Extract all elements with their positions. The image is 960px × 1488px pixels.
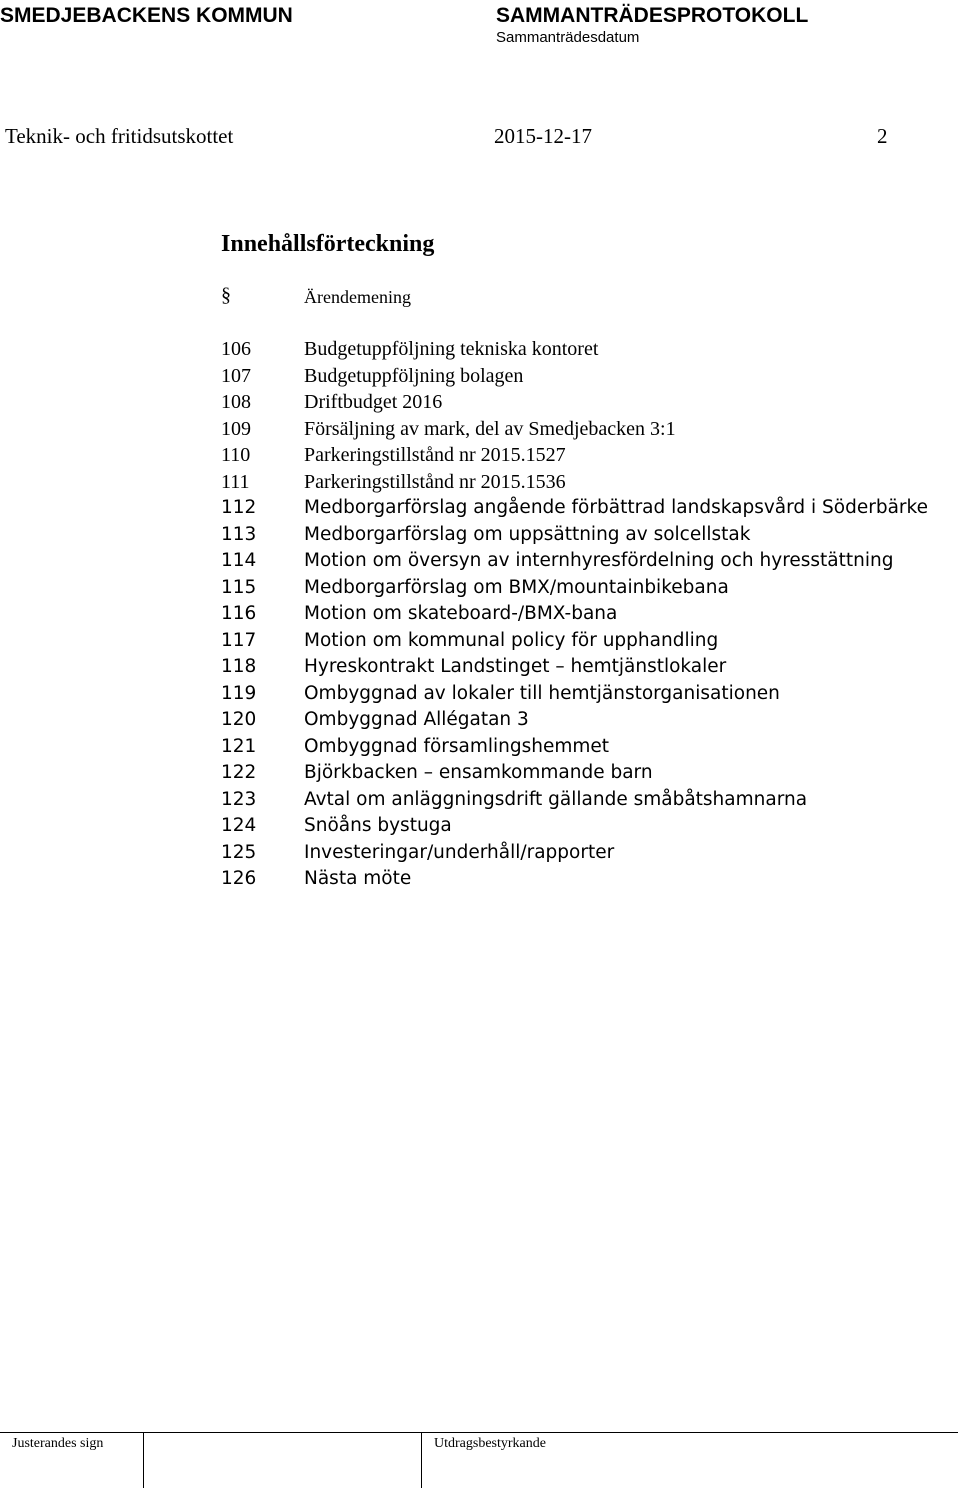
toc-item (221, 787, 941, 814)
toc-item (221, 442, 941, 469)
toc-item (221, 760, 941, 787)
toc-item-number: 117 (221, 629, 257, 651)
toc-item-number: 122 (221, 762, 257, 783)
toc-item-text: Ombyggnad Allégatan 3 (304, 709, 529, 730)
toc-item (221, 416, 941, 443)
toc-item (221, 548, 941, 575)
toc-item (221, 707, 941, 734)
toc-item-text: Björkbacken – ensamkommande barn (304, 762, 653, 783)
toc-list (221, 336, 941, 893)
toc-item-text: Ombyggnad församlingshemmet (304, 735, 610, 757)
toc-item-text: Parkeringstillstånd nr 2015.1527 (304, 444, 566, 466)
meeting-date-label: Sammanträdesdatum (496, 29, 640, 46)
toc-item-number: 108 (221, 391, 251, 413)
toc-item-text: Investeringar/underhåll/rapporter (304, 841, 615, 863)
toc-item-text: Motion om skateboard-/BMX-bana (304, 603, 618, 624)
toc-item-number: 114 (221, 550, 257, 571)
toc-item-number: 115 (221, 576, 257, 598)
toc-item-number: 116 (221, 603, 257, 624)
toc-item-number: 106 (221, 338, 251, 360)
toc-item-text: Snöåns bystuga (304, 815, 452, 836)
toc-item (221, 813, 941, 840)
toc-item-text: Avtal om anläggningsdrift gällande småbåtshamnarna (304, 788, 808, 810)
toc-title: Innehållsförteckning (221, 231, 435, 257)
toc-item-text: Hyreskontrakt Landstinget – hemtjänstlokaler (304, 656, 727, 677)
toc-item (221, 575, 941, 602)
toc-item-number: 113 (221, 523, 257, 545)
toc-item-number: 109 (221, 417, 251, 440)
toc-item-text: Medborgarförslag angående förbättrad landskapsvård i Söderbärke (304, 497, 928, 518)
toc-item-text: Budgetuppföljning tekniska kontoret (304, 338, 599, 360)
document-type: SAMMANTRÄDESPROTOKOLL (496, 4, 809, 27)
toc-item (221, 628, 941, 655)
toc-item (221, 601, 941, 628)
toc-item-number: 121 (221, 735, 257, 757)
toc-item (221, 363, 941, 390)
toc-item-number: 112 (221, 497, 257, 518)
toc-item-number: 110 (221, 444, 251, 466)
toc-item (221, 840, 941, 867)
signature-footer (0, 1432, 960, 1488)
toc-item-text: Medborgarförslag om BMX/mountainbikebana (304, 576, 729, 598)
toc-item-text: Driftbudget 2016 (304, 391, 443, 413)
toc-item (221, 654, 941, 681)
page-number: 2 (877, 124, 888, 148)
organization-name: SMEDJEBACKENS KOMMUN (0, 4, 293, 27)
toc-item-number: 118 (221, 656, 257, 677)
toc-item (221, 336, 941, 363)
toc-item-text: Budgetuppföljning bolagen (304, 364, 524, 387)
toc-item-text: Nästa möte (304, 868, 412, 889)
toc-item-text: Medborgarförslag om uppsättning av solcellstak (304, 523, 751, 545)
toc-item (221, 495, 941, 522)
meeting-meta (0, 124, 900, 148)
toc-item-number: 126 (221, 868, 257, 889)
toc-item-text: Ombyggnad av lokaler till hemtjänstorganisationen (304, 682, 780, 704)
toc-item (221, 469, 941, 496)
meeting-date: 2015-12-17 (494, 124, 592, 148)
certification-label: Utdragsbestyrkande (434, 1436, 546, 1451)
toc-item-number: 107 (221, 364, 251, 387)
toc-item (221, 522, 941, 549)
section-sign-icon: § (221, 284, 231, 306)
toc-item (221, 866, 941, 893)
footer-divider (421, 1432, 422, 1488)
toc-item-number: 120 (221, 709, 257, 730)
toc-item-text: Motion om översyn av internhyresfördelning och hyresstättning (304, 550, 894, 571)
toc-item-number: 111 (221, 470, 250, 493)
committee-name: Teknik- och fritidsutskottet (5, 124, 234, 148)
toc-item-text: Motion om kommunal policy för upphandling (304, 629, 719, 651)
toc-item-number: 123 (221, 788, 257, 810)
toc-item-text: Försäljning av mark, del av Smedjebacken 3:1 (304, 417, 676, 440)
footer-divider (143, 1432, 144, 1488)
toc-item-number: 124 (221, 815, 257, 836)
toc-item (221, 681, 941, 708)
toc-item (221, 734, 941, 761)
toc-item (221, 389, 941, 416)
toc-item-text: Parkeringstillstånd nr 2015.1536 (304, 470, 566, 493)
toc-column-label: Ärendemening (304, 287, 411, 307)
toc-item-number: 125 (221, 841, 257, 863)
toc-item-number: 119 (221, 682, 257, 704)
signature-label: Justerandes sign (12, 1436, 104, 1451)
